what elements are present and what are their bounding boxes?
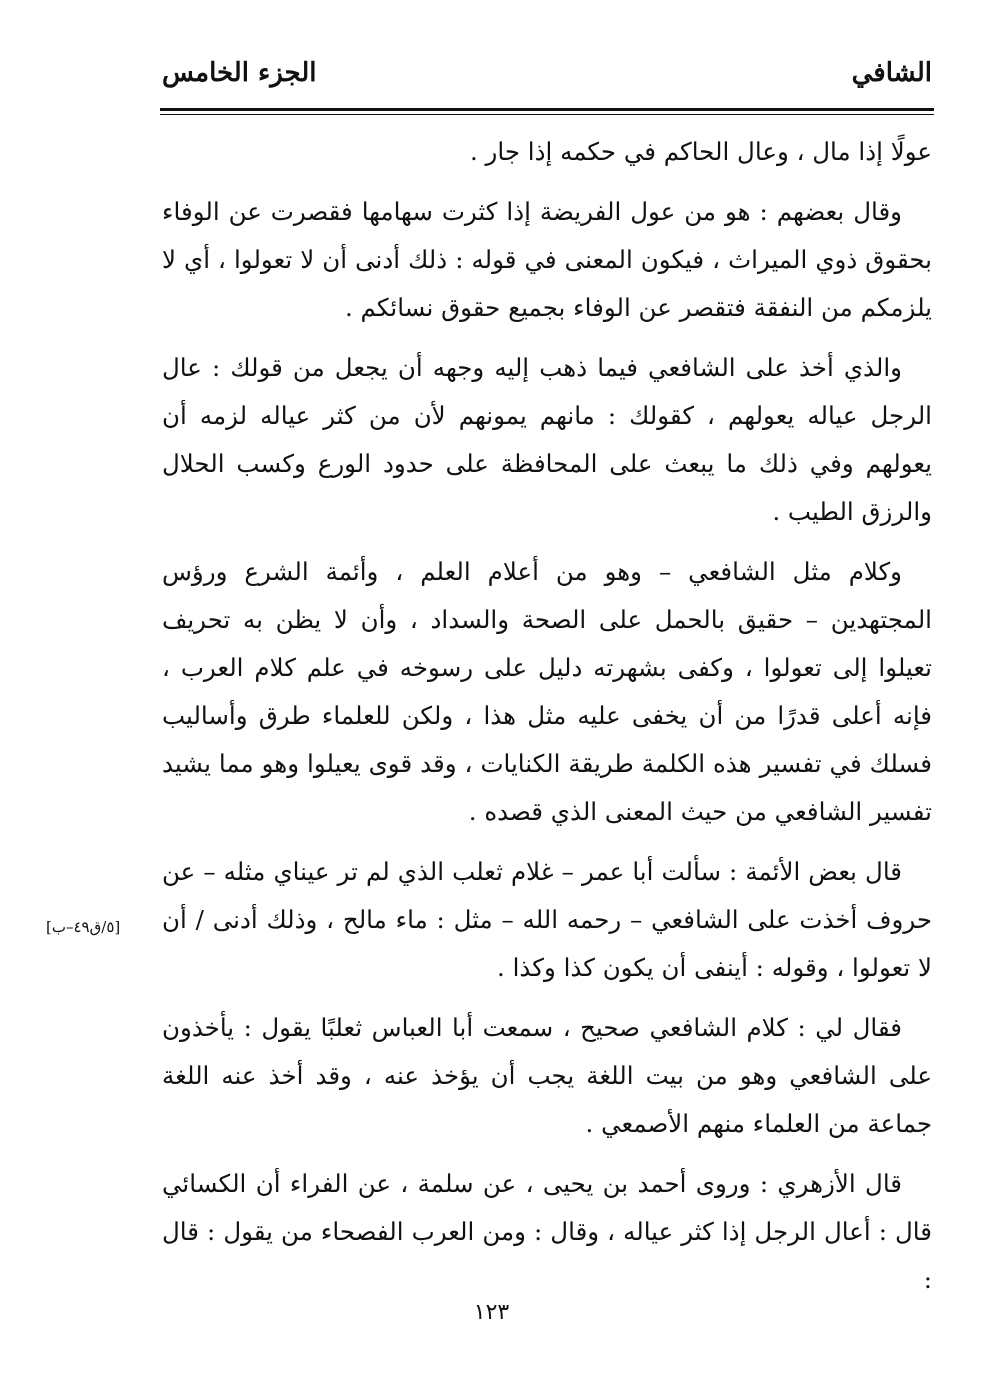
book-title: الشافي xyxy=(851,58,932,88)
paragraph-6: فقال لي : كلام الشافعي صحيح ، سمعت أبا العباس ثعلبًا يقول : يأخذون على الشافعي وهو من بيت اللغة يجب أن يؤخذ عنه ، وقد أخذ عنه اللغة جماعة من العلماء منهم الأصمعي . xyxy=(162,1013,932,1138)
volume-title: الجزء الخامس xyxy=(162,58,317,88)
header-rule-thin xyxy=(160,114,934,115)
header-rule-thick xyxy=(160,108,934,111)
page-header xyxy=(162,52,932,100)
page-body xyxy=(162,128,932,1316)
paragraph-1: عولًا إذا مال ، وعال الحاكم في حكمه إذا جار . xyxy=(469,137,932,166)
paragraph-3: والذي أخذ على الشافعي فيما ذهب إليه وجهه أن يجعل من قولك : عال الرجل عياله يعولهم ، كقولك : مانهم يمونهم لأن من كثر عياله لزمه أن يعولهم وفي ذلك ما يبعث على المحافظة على حدود الورع وكسب الحلال والرزق الطيب . xyxy=(162,353,932,526)
page-number: ١٢٣ xyxy=(473,1300,510,1325)
paragraph-2: وقال بعضهم : هو من عول الفريضة إذا كثرت سهامها فقصرت عن الوفاء بحقوق ذوي الميراث ، فيكون المعنى في قوله : ذلك أدنى أن لا تعولوا ، أي لا يلزمكم من النفقة فتقصر عن الوفاء بجميع حقوق نسائكم . xyxy=(162,197,932,322)
paragraph-5: قال بعض الأئمة : سألت أبا عمر – غلام ثعلب الذي لم تر عيناي مثله – عن حروف أخذت على الشافعي – رحمه الله – مثل : ماء مالح ، وذلك أدنى / أن لا تعولوا ، وقوله : أينفى أن يكون كذا وكذا . xyxy=(162,857,932,982)
paragraph-4: وكلام مثل الشافعي – وهو من أعلام العلم ، وأئمة الشرع ورؤس المجتهدين – حقيق بالحمل على الصحة والسداد ، وأن لا يظن به تحريف تعيلوا إلى تعولوا ، وكفى بشهرته دليل على رسوخه في علم كلام العرب ، فإنه أعلى قدرًا من أن يخفى عليه مثل هذا ، ولكن للعلماء طرق وأساليب فسلك في تفسير هذه الكلمة طريقة الكنايات ، وقد قوى يعيلوا وهو مما يشيد تفسير الشافعي من حيث المعنى الذي قصده . xyxy=(162,557,932,826)
paragraph-7: قال الأزهري : وروى أحمد بن يحيى ، عن سلمة ، عن الفراء أن الكسائي قال : أعال الرجل إذا كثر عياله ، وقال : ومن العرب الفصحاء من يقول : قال : xyxy=(162,1169,932,1294)
manuscript-folio-note: [٥/ق٤٩–ب] xyxy=(46,918,121,936)
